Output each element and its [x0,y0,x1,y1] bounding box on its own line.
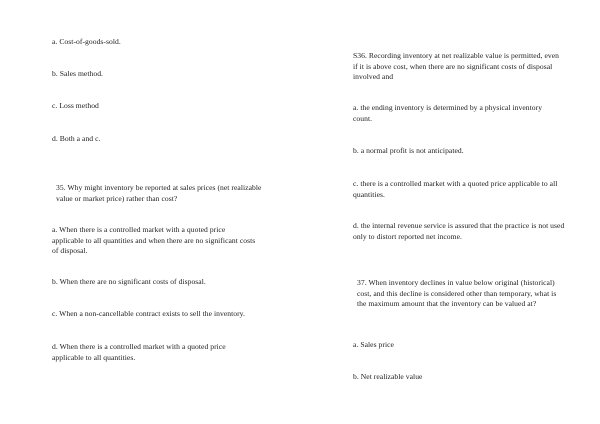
q34-option-c: c. Loss method [52,101,99,110]
q36-option-d: d. the internal revenue service is assured that the practice is not used only to distort reported net income. [353,221,565,241]
q37-stem: 37. When inventory declines in value below original (historical) cost, and this decline is considered other than temporary, what is the maximum amount that the inventory can be valued at? [357,278,557,308]
q35-option-d: d. When there is a controlled market with a quoted price applicable to all quantities. [52,342,226,362]
q34-option-d: d. Both a and c. [52,134,101,143]
q35-option-a: a. When there is a controlled market with a quoted price applicable to all quantities and when there are no significant costs of disposal. [52,225,256,255]
q34-option-b: b. Sales method. [52,69,103,78]
q35-stem: 35. Why might inventory be reported at sales prices (net realizable value or market price) rather than cost? [56,183,262,203]
q35-option-c: c. When a non-cancellable contract exists to sell the inventory. [52,309,245,318]
q36-stem: S36. Recording inventory at net realizable value is permitted, even if it is above cost, when there are no significant costs of disposal involved and [353,51,559,81]
q34-option-a: a. Cost-of-goods-sold. [52,37,121,46]
q37-option-b: b. Net realizable value [353,372,423,381]
q35-option-b: b. When there are no significant costs of disposal. [52,277,206,286]
q36-option-c: c. there is a controlled market with a quoted price applicable to all quantities. [353,179,558,199]
q36-option-a: a. the ending inventory is determined by a physical inventory count. [353,103,543,123]
q37-option-a: a. Sales price [353,340,394,349]
q36-option-b: b. a normal profit is not anticipated. [353,146,464,155]
